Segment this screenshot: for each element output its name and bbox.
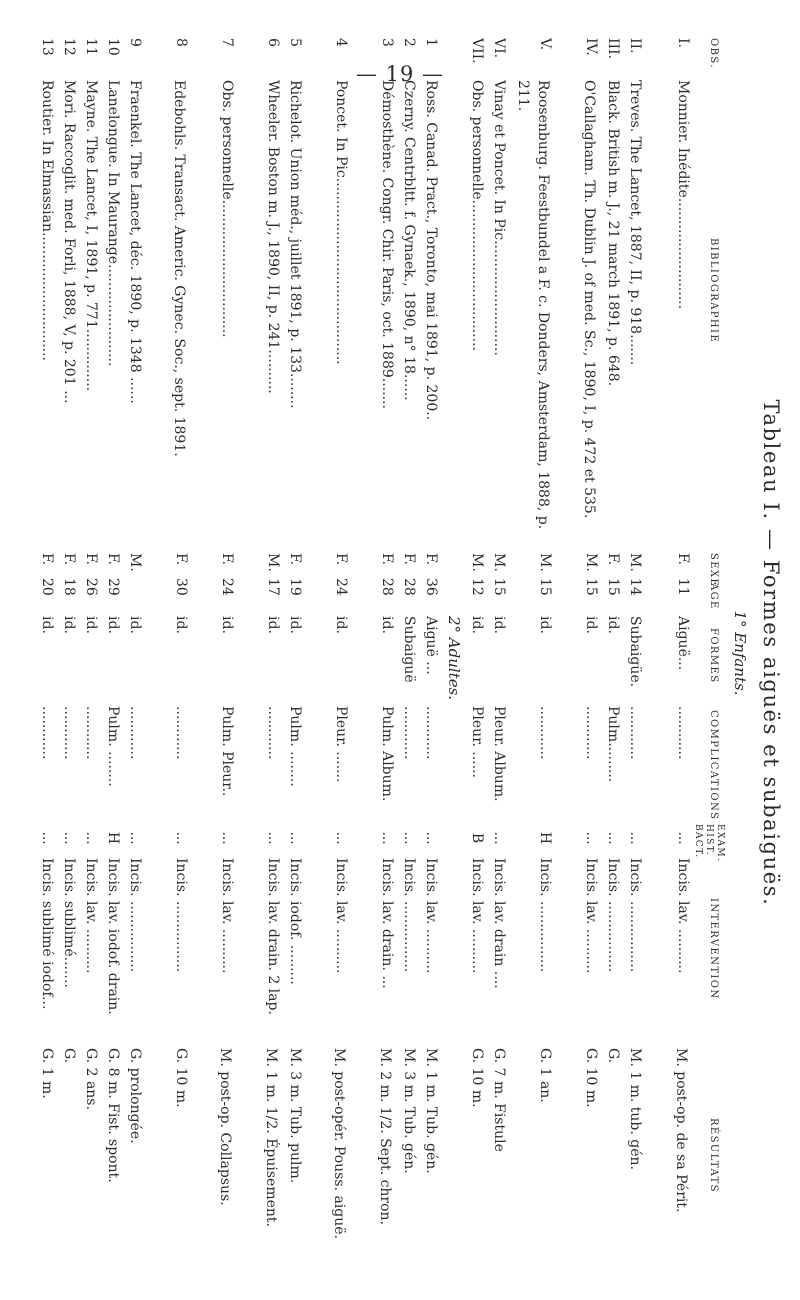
- form-cell: id.: [105, 616, 121, 634]
- sex-cell: M.: [627, 553, 643, 572]
- exam-cell: ...: [605, 831, 621, 845]
- result-cell: M. 2 m. 1/2. Sept. chron.: [377, 1048, 393, 1226]
- table-row: [57, 38, 79, 1268]
- complications-cell: ............: [583, 706, 599, 760]
- bibliography-cell: Wheeler. Boston m. J., 1890, II, p. 241..........: [265, 80, 281, 394]
- sex-cell: F.: [675, 553, 691, 565]
- intervention-cell: Incis. lav. ..........: [469, 858, 485, 974]
- form-cell: Aiguë ...: [423, 616, 439, 675]
- sex-cell: F.: [423, 553, 439, 565]
- header-exam-line1: EXAM.: [715, 824, 725, 863]
- obs-cell: 12: [61, 38, 77, 56]
- obs-cell: 9: [127, 38, 143, 47]
- exam-cell: ...: [423, 831, 439, 845]
- bibliography-cell: Fraenkel. The Lancet, déc. 1890, p. 1348 ......: [127, 80, 143, 404]
- obs-cell: 13: [39, 38, 55, 56]
- age-cell: 11: [675, 578, 691, 596]
- result-cell: M. 1 m. tub. gén.: [627, 1048, 643, 1170]
- result-cell: G. 7 m. Fistule: [491, 1048, 507, 1152]
- age-cell: 26: [83, 578, 99, 596]
- form-cell: id.: [379, 616, 395, 634]
- form-cell: id.: [491, 616, 507, 634]
- obs-cell: 10: [105, 38, 121, 56]
- bibliography-cell: Vinay et Poncet. In Pic..........................: [491, 80, 507, 356]
- result-cell: M. 1 m. 1/2. Épuisement.: [263, 1048, 279, 1227]
- exam-cell: ...: [173, 831, 189, 845]
- intervention-cell: Incis. lav. ..........: [423, 858, 439, 974]
- table-row: [351, 38, 397, 1268]
- rotated-table: [15, 38, 785, 1268]
- sex-cell: M.: [265, 553, 281, 572]
- bibliography-cell: Treves. The Lancet, 1887, II, p. 918.......: [627, 80, 643, 366]
- table-row: [123, 38, 145, 1268]
- table-row: [487, 38, 509, 1268]
- sex-cell: F.: [605, 553, 621, 565]
- bibliography-cell: Mayne. The Lancet, I, 1891, p. 771..............: [83, 80, 99, 392]
- complications-cell: Pleur. ......: [469, 706, 485, 778]
- form-cell: id.: [265, 616, 281, 634]
- form-cell: id.: [469, 616, 485, 634]
- age-cell: 14: [627, 578, 643, 596]
- sex-cell: F.: [379, 553, 395, 565]
- header-exam: [693, 824, 725, 863]
- age-cell: 18: [61, 578, 77, 596]
- sex-cell: F.: [219, 553, 235, 565]
- form-cell: id.: [287, 616, 303, 634]
- obs-cell: 3: [379, 38, 395, 47]
- complications-cell: ............: [173, 706, 189, 760]
- table-title: Tableau I. — Formes aiguës et subaiguës.: [759, 399, 783, 907]
- age-cell: 19: [287, 578, 303, 596]
- complications-cell: ............: [401, 706, 417, 760]
- exam-cell: ...: [61, 831, 77, 845]
- bibliography-cell: Poncet. In Pic..........................................: [333, 80, 349, 365]
- complications-cell: ............: [83, 706, 99, 760]
- exam-cell: H: [105, 831, 121, 845]
- intervention-cell: Incis. ................: [537, 858, 553, 973]
- intervention-cell: Incis. sublimé.......: [61, 858, 77, 988]
- exam-cell: ...: [627, 831, 643, 845]
- age-cell: 15: [537, 578, 553, 596]
- header-sexe: SEXE: [708, 553, 719, 588]
- bibliography-cell: Mori. Raccoglit. med. Forli, 1888, V, p. 201 ...: [61, 80, 77, 404]
- form-cell: id.: [583, 616, 599, 634]
- age-cell: 30: [173, 578, 189, 596]
- section-adults-heading: [441, 38, 465, 1268]
- table-row: [509, 38, 555, 1268]
- intervention-cell: Incis. lav. drain. ...: [379, 858, 395, 989]
- table-row: [101, 38, 123, 1268]
- result-cell: G. 2 ans.: [83, 1048, 99, 1110]
- bibliography-cell: Routier. In Elmassian.............................: [39, 80, 55, 362]
- age-cell: 28: [401, 578, 417, 596]
- intervention-cell: Incis. lav. drain. 2 lap.: [265, 858, 281, 1015]
- complications-cell: ............: [675, 706, 691, 760]
- form-cell: id.: [127, 616, 143, 634]
- table-row: [465, 38, 487, 1268]
- intervention-cell: Incis. iodof. .........: [287, 858, 303, 985]
- result-cell: G. 1 an.: [537, 1048, 553, 1103]
- complications-cell: ............: [61, 706, 77, 760]
- exam-cell: ...: [39, 831, 55, 845]
- result-cell: M. 3 m. Tub. pulm.: [287, 1048, 303, 1184]
- complications-cell: ............: [127, 706, 143, 760]
- result-cell: M. 1 m. Tub. gén.: [423, 1048, 439, 1174]
- form-cell: Aiguë...: [675, 616, 691, 671]
- obs-cell: 1: [423, 38, 439, 47]
- age-cell: 12: [469, 578, 485, 596]
- result-cell: G.: [61, 1048, 77, 1064]
- age-cell: 24: [333, 578, 349, 596]
- age-cell: 24: [219, 578, 235, 596]
- bibliography-cell: Lanelongue. In Maurange.......................: [105, 80, 121, 367]
- bibliography-cell: Obs. personnelle..................................: [469, 80, 485, 351]
- bibliography-cell: Czerny. Centrbltt. f. Gynaek., 1890, n° 18......: [401, 80, 417, 401]
- result-cell: M. post-opér. Pouss. aiguë.: [331, 1048, 347, 1240]
- sex-cell: M.: [469, 553, 485, 572]
- age-cell: 29: [105, 578, 121, 596]
- sex-cell: F.: [61, 553, 77, 565]
- bibliography-cell: Monnier. Inédite.........................: [675, 80, 691, 310]
- page-number: — 19 —: [355, 62, 445, 86]
- complications-cell: Pulm. Pleur..: [219, 706, 235, 797]
- table-row: [145, 38, 191, 1268]
- header-exam-line2: HIST.: [704, 824, 714, 857]
- result-cell: G.: [605, 1048, 621, 1064]
- obs-cell: 6: [265, 38, 281, 47]
- form-cell: id.: [173, 616, 189, 634]
- table-row: [419, 38, 441, 1268]
- obs-cell: 2: [401, 38, 417, 47]
- obs-cell: 7: [219, 38, 235, 47]
- exam-cell: ...: [583, 831, 599, 845]
- sex-cell: F.: [333, 553, 349, 565]
- header-formes: FORMES: [708, 628, 719, 684]
- sex-cell: F.: [105, 553, 121, 565]
- bibliography-cell: Edebohls. Transact. Americ. Gynec. Soc., sept. 1891.: [171, 80, 187, 457]
- table-row: [623, 38, 645, 1268]
- sex-cell: M.: [127, 553, 143, 572]
- complications-cell: Pleur. Album.: [491, 706, 507, 802]
- complications-cell: Pleur. .......: [333, 706, 349, 783]
- header-age: AGE: [708, 583, 719, 610]
- obs-cell: 5: [287, 38, 303, 47]
- result-cell: G. 10 m.: [469, 1048, 485, 1108]
- obs-cell: I.: [675, 38, 691, 48]
- form-cell: id.: [83, 616, 99, 634]
- intervention-cell: Incis. lav. ..........: [583, 858, 599, 974]
- bibliography-cell: Démosthène. Congr. Chir. Paris, oct. 1889.......: [379, 80, 395, 409]
- intervention-cell: Incis. ................: [401, 858, 417, 973]
- table-row: [191, 38, 237, 1268]
- obs-cell: 4: [333, 38, 349, 47]
- table-row: [555, 38, 601, 1268]
- intervention-cell: Incis. lav. drain ....: [491, 858, 507, 989]
- intervention-cell: Incis. lav. ..........: [675, 858, 691, 974]
- sex-cell: F.: [39, 553, 55, 565]
- header-bibliographie: BIBLIOGRAPHIE: [708, 238, 719, 344]
- intervention-cell: Incis. ................: [127, 858, 143, 973]
- bibliography-cell: Black. British m. J., 21 march 1891, p. 648.: [605, 80, 621, 387]
- sex-cell: F.: [173, 553, 189, 565]
- intervention-cell: Incis. sublimé iodof...: [39, 858, 55, 1010]
- sex-cell: F.: [401, 553, 417, 565]
- bibliography-cell: Obs. personnelle...............................: [219, 80, 235, 338]
- intervention-cell: Incis. lav. ..........: [219, 858, 235, 974]
- header-complications: COMPLICATIONS: [708, 710, 719, 821]
- sex-cell: F.: [287, 553, 303, 565]
- intervention-cell: Incis. lav. iodof. drain.: [105, 858, 121, 1015]
- intervention-cell: Incis. lav. ..........: [333, 858, 349, 974]
- table-row: [283, 38, 305, 1268]
- section-adults-label: 2° Adultes.: [445, 616, 463, 701]
- exam-cell: ...: [83, 831, 99, 845]
- table-row: [305, 38, 351, 1268]
- exam-cell: ...: [491, 831, 507, 845]
- exam-cell: ...: [333, 831, 349, 845]
- section-children-heading: 1° Enfants.: [731, 610, 749, 696]
- exam-cell: ...: [675, 831, 691, 845]
- table-body: [35, 38, 693, 1268]
- table-row: [397, 38, 419, 1268]
- result-cell: G. 10 m.: [173, 1048, 189, 1108]
- result-cell: M. post-op. Collapsus.: [217, 1048, 233, 1206]
- header-intervention: INTERVENTION: [708, 898, 719, 1000]
- exam-cell: ...: [379, 831, 395, 845]
- complications-cell: ............: [423, 706, 439, 760]
- complications-cell: ............: [537, 706, 553, 760]
- table-row: [237, 38, 283, 1268]
- table-row: [671, 38, 693, 1268]
- form-cell: id.: [333, 616, 349, 634]
- age-cell: 15: [491, 578, 507, 596]
- complications-cell: ............: [265, 706, 281, 760]
- header-obs: OBS.: [708, 38, 719, 69]
- form-cell: id.: [61, 616, 77, 634]
- intervention-cell: Incis. lav. ..........: [83, 858, 99, 974]
- bibliography-cell: Richelot. Union méd., juillet 1891, p. 133........: [287, 80, 303, 409]
- exam-cell: B: [469, 832, 485, 844]
- result-cell: M. post-op. de sa Périt.: [673, 1048, 689, 1213]
- sex-cell: M.: [537, 553, 553, 572]
- complications-cell: Pulm.........: [605, 706, 621, 783]
- complications-cell: ............: [627, 706, 643, 760]
- obs-cell: III.: [605, 38, 621, 60]
- obs-cell: 8: [173, 38, 189, 47]
- form-cell: id.: [219, 616, 235, 634]
- obs-cell: V.: [537, 38, 553, 51]
- header-resultats: RÉSULTATS: [708, 1118, 719, 1193]
- result-cell: M. 3 m. Tub. gén.: [401, 1048, 417, 1174]
- result-cell: G. 8 m. Fist. spont.: [105, 1048, 121, 1183]
- form-cell: id.: [537, 616, 553, 634]
- exam-cell: ...: [401, 831, 417, 845]
- exam-cell: ...: [265, 831, 281, 845]
- bibliography-cell: O'Callagham. Th. Dublin J. of med. Sc., 1890, I, p. 472 et 535.: [581, 80, 597, 519]
- age-cell: 15: [605, 578, 621, 596]
- obs-cell: 11: [83, 38, 99, 56]
- exam-cell: ...: [287, 831, 303, 845]
- sex-cell: M.: [583, 553, 599, 572]
- exam-cell: ...: [219, 831, 235, 845]
- exam-cell: ...: [127, 831, 143, 845]
- table-row: [79, 38, 101, 1268]
- sex-cell: M.: [491, 553, 507, 572]
- complications-cell: Pulm. ........: [287, 706, 303, 787]
- form-cell: id.: [39, 616, 55, 634]
- result-cell: G. 1 m.: [39, 1048, 55, 1099]
- age-cell: 15: [583, 578, 599, 596]
- age-cell: 36: [423, 578, 439, 596]
- complications-cell: Pulm. Album.: [379, 706, 395, 802]
- age-cell: 28: [379, 578, 395, 596]
- result-cell: G. 10 m.: [583, 1048, 599, 1108]
- bibliography-cell: Roosenburg. Feestbundel a F. c. Donders, Amsterdam, 1888, p. 211.: [515, 80, 551, 530]
- table-row: [35, 38, 57, 1268]
- form-cell: Subaiguë: [401, 616, 417, 683]
- obs-cell: VI.: [491, 38, 507, 59]
- intervention-cell: Incis. ................: [173, 858, 189, 973]
- age-cell: 20: [39, 578, 55, 596]
- table-row: [601, 38, 623, 1268]
- obs-cell: VII.: [469, 38, 485, 64]
- intervention-cell: Incis. ................: [605, 858, 621, 973]
- age-cell: 17: [265, 578, 281, 596]
- sex-cell: F.: [83, 553, 99, 565]
- intervention-cell: Incis. ................: [627, 858, 643, 973]
- form-cell: Subaigüe.: [627, 616, 643, 688]
- form-cell: id.: [605, 616, 621, 634]
- exam-cell: H: [537, 831, 553, 845]
- result-cell: G. prolongée.: [127, 1048, 143, 1144]
- bibliography-cell: Ross. Canad. Pract., Toronto, mai 1891, p. 200..: [423, 80, 439, 421]
- obs-cell: II.: [627, 38, 643, 54]
- complications-cell: Pulm. ........: [105, 706, 121, 787]
- header-exam-line3: BACT.: [693, 824, 703, 859]
- complications-cell: ............: [39, 706, 55, 760]
- obs-cell: IV.: [583, 38, 599, 56]
